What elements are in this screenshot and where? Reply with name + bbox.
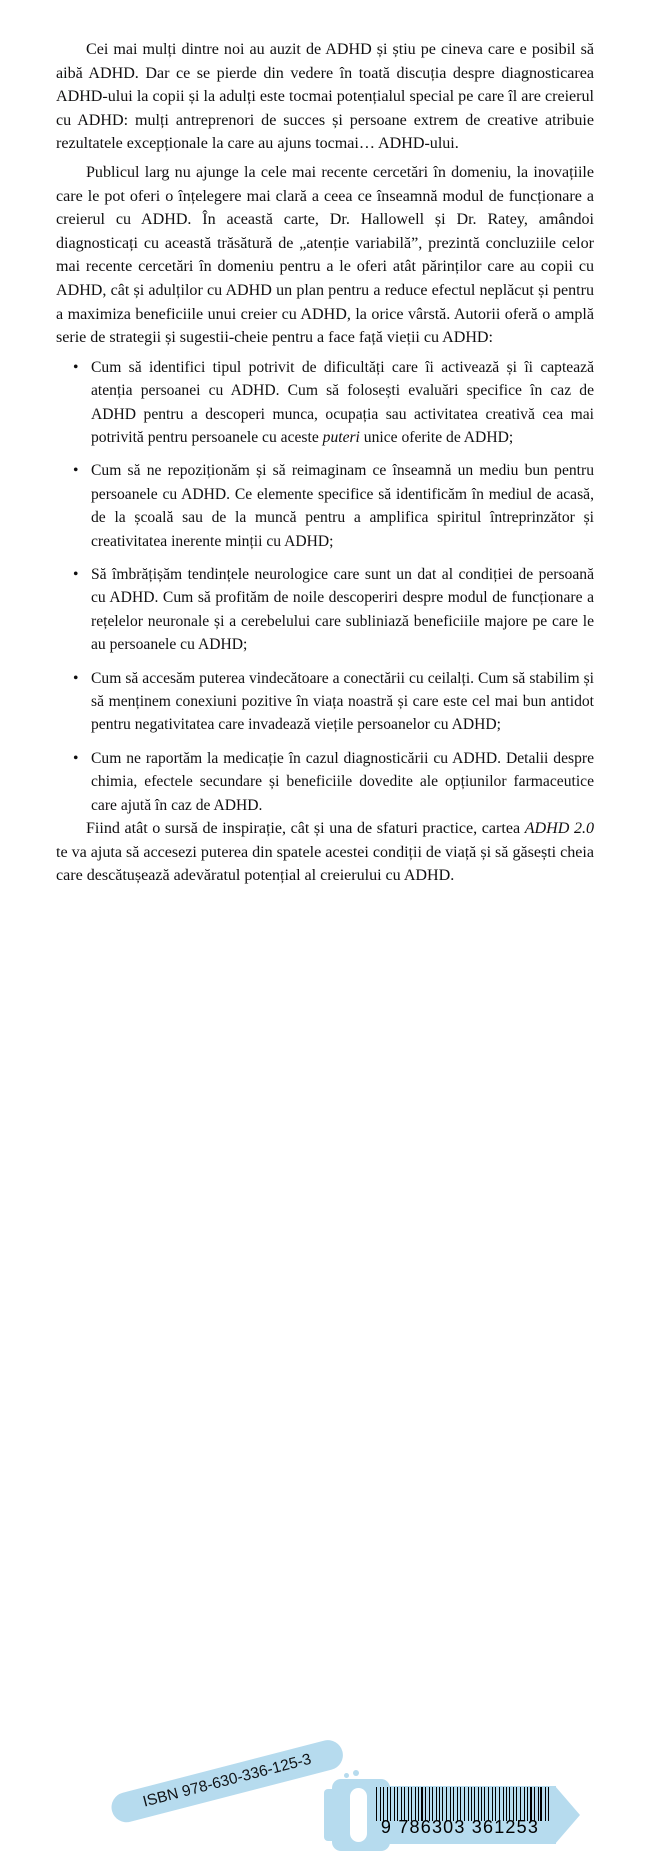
decorative-dot-small-icon	[344, 1773, 349, 1778]
bullet-icon: •	[73, 749, 79, 767]
barcode-bars	[376, 1787, 552, 1821]
isbn-text: ISBN 978-630-336-125-3	[141, 1750, 314, 1811]
banner-arrow-icon	[555, 1786, 580, 1844]
key-points-list	[56, 356, 594, 817]
closing-text-after: te va ajuta să accesezi puterea din spatele acestei condiții de viață și să găsești cheia care descătușează adevăratul potențial al creierului cu ADHD.	[56, 843, 594, 885]
paragraph-intro: Cei mai mulți dintre noi au auzit de ADHD și știu pe cineva care e posibil să aibă ADHD. Dar ce se pierde din vedere în toată discuția despre diagnosticarea ADHD-ului la copii și la adulți este tocmai potențialul special pe care îl are creierul cu ADHD: mulți antreprenori de succes și persoane extrem de creative atribuie rezultatele excepționale la care au ajuns tocmai… ADHD-ului.	[56, 41, 594, 153]
list-item	[56, 747, 594, 817]
list-item-text-before: Cum ne raportăm la medicație în cazul diagnosticării cu ADHD. Detalii despre chimia, efectele secundare și beneficiile dovedite ale opțiunilor farmaceutice care ajută în caz de ADHD.	[91, 749, 594, 814]
bullet-icon: •	[73, 358, 79, 376]
decorative-dot-large-icon	[353, 1770, 359, 1776]
bullet-icon: •	[73, 669, 79, 687]
closing-text-before: Fiind atât o sursă de inspirație, cât și una de sfaturi practice, cartea	[86, 820, 525, 838]
list-item	[56, 356, 594, 450]
text-column	[56, 38, 594, 888]
list-item-text-before: Să îmbrățișăm tendințele neurologice care sunt un dat al condiției de persoană cu ADHD. Cum să profităm de noile descoperiri despre modul de funcționare a rețelelor neuronale și a cerebelului care subliniază beneficiile majore pe care le au persoanele cu ADHD;	[91, 565, 594, 654]
bullet-icon: •	[73, 565, 79, 583]
isbn-ribbon	[108, 1737, 346, 1826]
list-item-text-before: Cum să accesăm puterea vindecătoare a conectării cu ceilalți. Cum să stabilim și să menținem conexiuni pozitive în viața noastră și care este cel mai bun antidot pentru negativitatea care invadează viețile persoanelor cu ADHD;	[91, 669, 594, 734]
paragraph-overview: Publicul larg nu ajunge la cele mai recente cercetări în domeniu, la inovațiile care le pot oferi o înțelegere mai clară a ceea ce înseamnă modul de funcționare a creierul cu ADHD. În această carte, Dr. Hallowell și Dr. Ratey, amândoi diagnosticați cu această trăsătură de „atenție variabilă”, prezintă concluziile celor mai recente cercetări în domeniu pentru a le oferi atât părinților care au copii cu ADHD, cât și adulților cu ADHD un plan pentru a reduce efectul neplăcut și pentru a maximiza beneficiile unui creier cu ADHD, la orice vârstă. Autorii oferă o amplă serie de strategii și sugestii-cheie pentru a face față vieții cu ADHD:	[56, 163, 594, 347]
list-item	[56, 563, 594, 657]
paragraph-closing	[56, 817, 594, 888]
list-item-text-after: unice oferite de ADHD;	[359, 428, 514, 446]
list-item-emphasis: puteri	[322, 428, 360, 446]
list-item-text-before: Cum să ne repoziționăm și să reimaginam ce înseamnă un mediu bun pentru persoanele cu ADHD. Ce elemente specifice să identificăm în mediul de acasă, de la școală sau de la muncă pentru a amplifica spiritul întreprinzător și creativitatea inerente minții cu ADHD;	[91, 462, 594, 550]
isbn-barcode-artwork	[0, 880, 650, 1837]
list-item	[56, 667, 594, 737]
list-item	[56, 459, 594, 553]
barcode-digits: 9 786303 361253	[380, 1817, 540, 1837]
book-title-emphasis: ADHD 2.0	[524, 820, 594, 838]
list-item-text-before: Cum să identifici tipul potrivit de dificultăți care îi activează și îi captează atenția persoanei cu ADHD. Cum să folosești evaluări specifice în caz de ADHD pentru a descoperi munca, ocupația sau activitatea creativă cea mai potrivită pentru persoanele cu aceste	[91, 358, 594, 446]
bullet-icon: •	[73, 462, 79, 480]
